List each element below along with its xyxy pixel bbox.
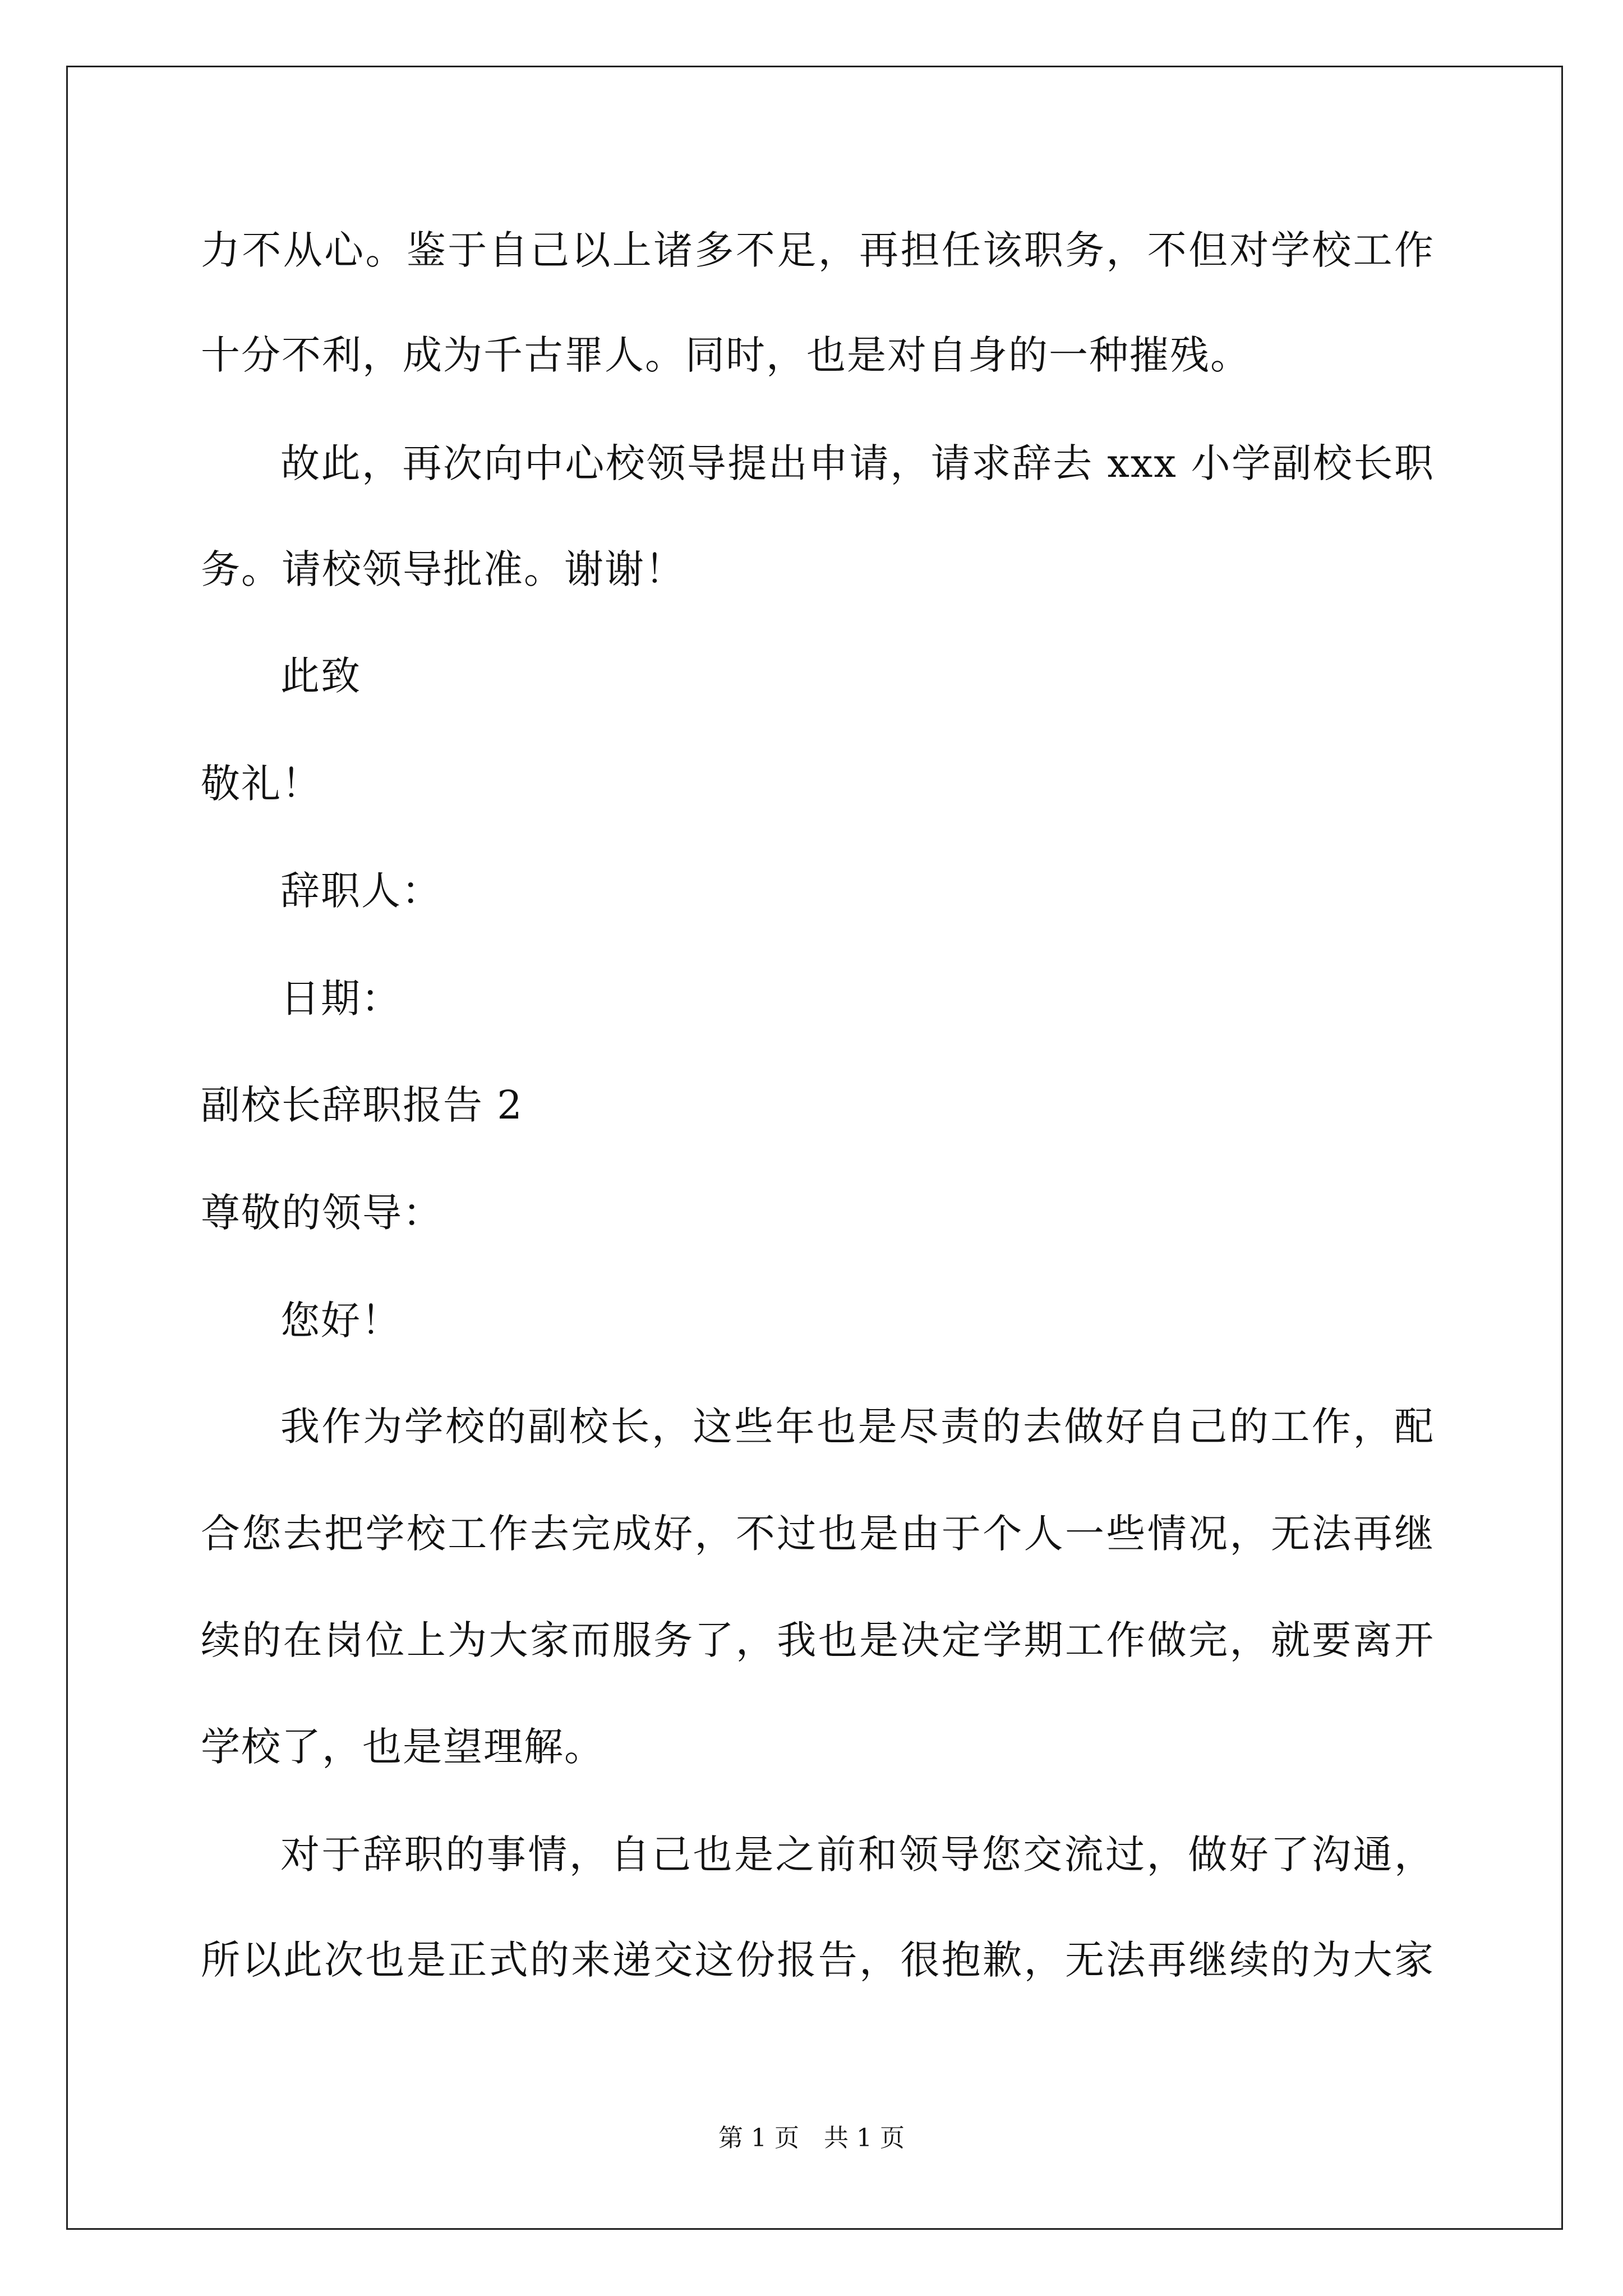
text-line: 所以此次也是正式的来递交这份报告，很抱歉，无法再继续的为大家 — [201, 1937, 1435, 1983]
greeting: 您好！ — [280, 1297, 402, 1343]
page-footer: 第 1 页 共 1 页 — [718, 2124, 905, 2152]
text-line: 敬礼！ — [201, 761, 322, 807]
text-line: 务。请校领导批准。谢谢！ — [201, 546, 685, 592]
text-line: 合您去把学校工作去完成好，不过也是由于个人一些情况，无法再继 — [201, 1511, 1435, 1557]
text-line: 力不从心。鉴于自己以上诸多不足，再担任该职务，不但对学校工作 — [201, 227, 1435, 273]
text-line: 辞职人： — [280, 868, 442, 914]
text-line: 故此，再次向中心校领导提出申请，请求辞去 xxx 小学副校长职 — [280, 440, 1435, 486]
salutation: 尊敬的领导： — [201, 1190, 443, 1236]
text-line: 此致 — [280, 653, 361, 699]
text-line: 我作为学校的副校长，这些年也是尽责的去做好自己的工作，配 — [280, 1404, 1435, 1450]
text-line: 对于辞职的事情，自己也是之前和领导您交流过，做好了沟通， — [280, 1832, 1435, 1878]
text-line: 日期： — [280, 976, 402, 1022]
text-line: 续的在岗位上为大家而服务了，我也是决定学期工作做完，就要离开 — [201, 1617, 1435, 1663]
text-line: 十分不利，成为千古罪人。同时，也是对自身的一种摧残。 — [201, 332, 1251, 378]
section-heading: 副校长辞职报告 2 — [201, 1082, 523, 1128]
page-border — [66, 66, 1563, 2230]
text-line: 学校了，也是望理解。 — [201, 1724, 605, 1770]
